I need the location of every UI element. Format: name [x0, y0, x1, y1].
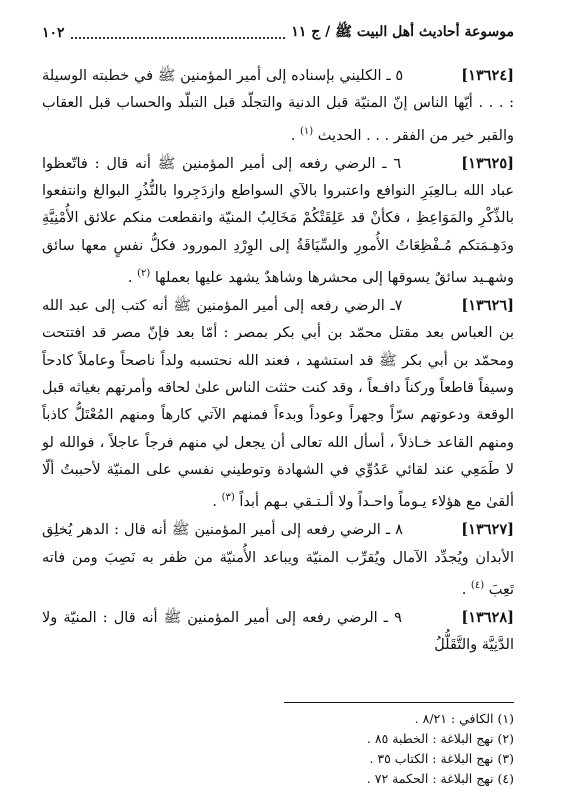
- footnote: (٤) نهج البلاغة : الحكمة ٧٢ .: [366, 771, 514, 786]
- footnote: (٣) نهج البلاغة : الكتاب ٣٥ .: [369, 751, 514, 766]
- entry-tail: .: [461, 581, 467, 598]
- header-dot-leader: [71, 27, 286, 39]
- entry-text: ٦ ـ الرضي رفعه إلى أمير المؤمنين ﷺ أنه قال : فاتّعظوا عباد الله بـالعِبَرِ النوافع واعتبروا بالآي السواطع وازدَجِروا بالنُّذُرِ البوالغ وانتفعوا بالذِّكْرِ والمَوَاعِظِ ، فكأنْ قد عَلِقَتْكُمْ مَخَالِبُ المنيّة وانقطعت منكم علائق الأُمْنِيَّةِ ودَهِـمَتكم مُـفْظِعَاتُ الأُمورِ والسِّيَاقَةُ إلى الوِرْدِ المورود فكلُّ نفسٍ معها سائق وشهـيد سائقٌ يسوقها إلى محشرها وشاهدٌ يشهد عليها بعملها: [42, 155, 514, 286]
- entry-text: ٧ـ الرضي رفعه إلى أمير المؤمنين ﷺ أنه كتب إلى عبد الله بن العباس بعد مقتل محمّد بن أبي بكر بمصر : أمّا بعد فإنّ مصر قد افتتحت ومحمّد بن أبي بكر ﷺ قد استشهد ، فعند الله نحتسبه ولداً ناصحاً وعاملاً كادحاً وسيفاً قاطعاً وركناً دافـعاً ، وقد كنت حثثت الناس علىٰ لحاقه وأمرتهم بغياثه قبل الوقعة ودعوتهم سرّاً وجهراً وعوداً وبدءاً فمنهم الآتي كارهاً ومنهم المُعْتَلُّ كاذباً ومنهم القاعد خـاذلاً ، أسأل الله تعالى أن يجعل لي منهم فرجاً عاجلاً ، فوالله لو لا طَمَعِي عند لقائي عَدُوِّي في الشهادة وتوطيني نفسي على المنيّة لأحببتُ ألّا ألقىٰ مع هؤلاء يـوماً واحـداً ولا ألـتـقي بـهم أبداً: [42, 298, 514, 510]
- footnote-ref[interactable]: (٤): [470, 579, 485, 591]
- entry-number: [١٣٦٢٤]: [461, 67, 514, 84]
- running-title: [65, 23, 514, 43]
- page-body: [42, 62, 514, 660]
- entry-text: ٨ ـ الرضي رفعه إلى أمير المؤمنين ﷺ أنه قال : الدهر يُخلِق الأبدان ويُجدِّد الآمال ويُقرِّب المنيّة ويباعد الأُمنيّة من ظفر به نَصِبَ ومن فاته تَعِبَ: [42, 522, 514, 598]
- hadith-entry: [42, 516, 514, 604]
- footnote-ref[interactable]: (١): [300, 125, 314, 137]
- hadith-entry: [42, 292, 514, 516]
- entry-tail: .: [290, 127, 296, 144]
- entry-text: ٩ ـ الرضي رفعه إلى أمير المؤمنين ﷺ أنه قال : المنيّة ولا الدَّنِيَّة والتَّقَلُّلُ: [42, 609, 514, 654]
- entry-number: [١٣٦٢٨]: [461, 608, 515, 626]
- page-header: [42, 22, 514, 44]
- entry-tail: .: [127, 269, 133, 286]
- footnote-ref[interactable]: (٢): [137, 267, 151, 279]
- entry-number: [١٣٦٢٧]: [461, 521, 514, 539]
- footnotes: [42, 702, 514, 789]
- entry-tail: .: [212, 493, 217, 510]
- footnote: (٢) نهج البلاغة : الخطبة ٨٥ .: [366, 731, 514, 746]
- hadith-entry: [42, 604, 514, 660]
- entry-number: [١٣٦٢٦]: [461, 297, 515, 315]
- entry-number: [١٣٦٢٥]: [461, 154, 514, 172]
- book-title: موسوعة أحاديث أهل البيت ﷺ / ج ١١: [291, 24, 514, 40]
- page-number: ١٠٢: [42, 25, 65, 41]
- hadith-entry: [42, 62, 514, 150]
- footnote: (١) الكافي : ٨/٢١ .: [414, 711, 514, 726]
- footnote-ref[interactable]: (٣): [221, 492, 235, 504]
- footnote-separator: [284, 702, 514, 703]
- hadith-entry: [42, 150, 514, 292]
- entry-text: ٥ ـ الكليني بإسناده إلى أمير المؤمنين ﷺ في خطبته الوسيلة : . . . أيّها الناس إنّ المنيّة قبل الدنية والتجلّد قبل التبلّد والحساب قبل العقاب والقبر خير من الفقر . . . الحديث: [42, 68, 514, 144]
